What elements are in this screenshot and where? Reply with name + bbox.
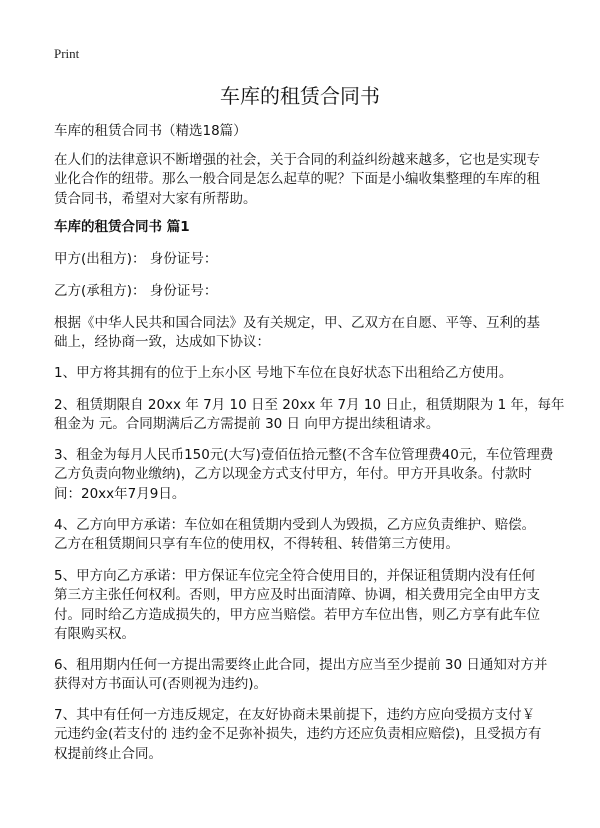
party-a-line — [54, 250, 554, 269]
clause-5 — [54, 567, 554, 645]
preamble-paragraph — [54, 314, 554, 353]
text-line: 第三方主张任何权利。否则，甲方应及时出面清障、协调，相关费用完全由甲方支 — [54, 587, 540, 604]
text-line: 根据《中华人民共和国合同法》及有关规定，甲、乙双方在自愿、平等、互利的基 — [54, 315, 540, 331]
text-line: 6、租用期内任何一方提出需要终止此合同，提出方应当至少提前 30 日通知对方并 — [54, 657, 548, 673]
page-title: 车库的租赁合同书 — [220, 84, 380, 108]
text-line: 获得对方书面认可(否则视为违约)。 — [54, 676, 268, 693]
text-line: 2、租赁期限自 20xx 年 7月 10 日至 20xx 年 7月 10 日止，租赁期限为 1 年，每年 — [54, 397, 565, 413]
text-line: 付。同时给乙方造成损失的，甲方应当赔偿。若甲方车位出售，则乙方享有此车位 — [54, 606, 540, 623]
clause-7 — [54, 706, 554, 764]
text-line: 乙方负责向物业缴纳)，乙方以现金方式支付甲方，年付。甲方开具收条。付款时 — [54, 466, 532, 483]
party-b-line — [54, 282, 554, 301]
intro-paragraph — [54, 151, 554, 209]
text-line: 5、甲方向乙方承诺：甲方保证车位完全符合使用目的，并保证租赁期内没有任何 — [54, 568, 536, 584]
text-line: 甲方(出租方)： 身份证号： — [54, 251, 218, 267]
clause-2 — [54, 396, 565, 435]
text-line: 乙方(承租方)： 身份证号： — [54, 283, 218, 299]
text-line: 间：20xx年7月9日。 — [54, 485, 186, 502]
text-line: 乙方在租赁期间只享有车位的使用权，不得转租、转借第三方使用。 — [54, 536, 459, 553]
section-heading — [54, 218, 554, 237]
text-line: 1、甲方将其拥有的位于上东小区 号地下车位在良好状态下出租给乙方使用。 — [54, 365, 513, 381]
text-line: 有限购买权。 — [54, 626, 135, 643]
clause-3 — [54, 446, 554, 504]
clause-6 — [54, 656, 554, 695]
text-line: 4、乙方向甲方承诺：车位如在租赁期内受到人为毁损，乙方应负责维护、赔偿。 — [54, 517, 536, 533]
text-line: 7、其中有任何一方违反规定，在友好协商未果前提下，违约方应向受损方支付￥ — [54, 707, 536, 723]
print-link[interactable]: Print — [54, 46, 80, 61]
text-line: 础上，经协商一致，达成如下协议： — [54, 334, 270, 351]
text-line: 在人们的法律意识不断增强的社会，关于合同的利益纠纷越来越多，它也是实现专 — [54, 152, 540, 168]
text-line: 元违约金(若支付的 违约金不足弥补损失，违约方还应负责相应赔偿)，且受损方有 — [54, 726, 542, 743]
text-line: 业化合作的纽带。那么一般合同是怎么起草的呢？下面是小编收集整理的车库的租 — [54, 171, 540, 188]
document-subtitle — [54, 122, 554, 141]
text-line: 权提前终止合同。 — [54, 745, 162, 762]
text-line: 车库的租赁合同书（精选18篇） — [54, 123, 247, 139]
text-line: 3、租金为每月人民币150元(大写)壹佰伍拾元整(不含车位管理费40元，车位管理费 — [54, 447, 554, 463]
text-line: 租金为 元。合同期满后乙方需提前 30 日 向甲方提出续租请求。 — [54, 416, 440, 433]
clause-1 — [54, 364, 554, 383]
text-line: 车库的租赁合同书 篇1 — [54, 219, 190, 235]
text-line: 赁合同书，希望对大家有所帮助。 — [54, 190, 257, 207]
clause-4 — [54, 516, 554, 555]
